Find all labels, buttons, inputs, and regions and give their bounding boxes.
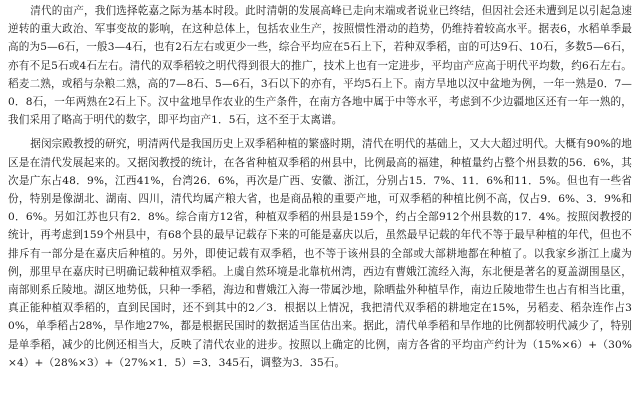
paragraph-double-cropping-rice: 据闵宗殿教授的研究，明清两代是我国历史上双季稻种植的繁盛时期，清代在明代的基础上，又大大超过明代。大概有90%的地区是在清代发展起来的。又据闵教授的统计，在各省种植双季稻的州县中，比例最高的福建，种植量约占整个州县数的56．6%，其次是广东占48．9%，江西41%，台湾26．6%，再次是广西、安徽、浙江，分别占15．7%、11．6%和11．5%。但也有一些省份，特别是像湖北、湖南、四川，清代均属产粮大省，也是商品粮的重要产地，可双季稻的种植比例不高，仅占9．6%、3．9%和0．6%。另如江苏也只有2．8%。综合南方12省，种植双季稻的州县是159个，约占全部912个州县数的17．4%。按照闵教授的统计，再考虑到159个州县中，有68个县的最早记载存下来的可能是嘉庆以后，虽然最早记载的年代不等于最早种植的年代，但也不排斥有一部分是在嘉庆后种植的。另外，即使记载有双季稻，也不等于该州县的全部或大部耕地都在种植了。以我家乡浙江上虞为例，那里早在嘉庆时已明确记载种植双季稻。上虞自然环境是北靠杭州湾，西边有曹娥江流经入海，东北便是著名的夏盖湖围垦区，南部则系丘陵地。湖区地势低，只种一季稻，海边和曹娥江入海一带属沙地，除晒盐外种植旱作，南边丘陵地带生也占有相当比重，真正能种植双季稻的，直到民国时，还不到其中的2／3．根据以上情况，我把清代双季稻的耕地定在15%，另稻麦、稻杂连作占30%，单季稻占28%，旱作地27%，都是根据民国时的数据适当匡估出来。据此，清代单季稻和旱作地的比例都较明代减少了，特别是单季稻，减少的比例还相当大，反映了清代农业的进步。按照以上确定的比例，南方各省的平均亩产约计为（15%×6）+（30%×4）+（28%×3）+（27%×1．5）=3．345石，调整为3．35石。 bbox=[8, 138, 632, 369]
paragraph-qing-yield-baseline: 清代的亩产，我们选择乾嘉之际为基本时段。此时清朝的发展高峰已走向末端或者说业已终结，但因社会还未遭到足以引起急速逆转的重大政治、军事变故的影响，在这种总体上，包括农业生产，按照惯性滑动的趋势，仍维持着较高水平。据表6，水稻单季最高的为5—6石，一般3—4石，也有2石左右或更少一些，综合平均应在5石上下，若种双季稻，亩的可达9石、10石，多数5—6石，亦有不足5石或4石左右。清代的双季稻较之明代得到很大的推广，技术上也有一定进步，平均亩产应高于明代平均数，约6石左右。稻麦二熟，或稻与杂粮二熟，高的7—8石、5—6石，3石以下的亦有，平均5石上下。南方旱地以汉中盆地为例，一年一熟是0．7—0．8石，一年两熟在2石上下。汉中盆地旱作农业的生产条件，在南方各地中属于中等水平，考虑到不少边疆地区还有一年一熟的，我们采用了略高于明代的数字，即平均亩产1．5石，这不至于太离谱。 bbox=[8, 5, 632, 127]
